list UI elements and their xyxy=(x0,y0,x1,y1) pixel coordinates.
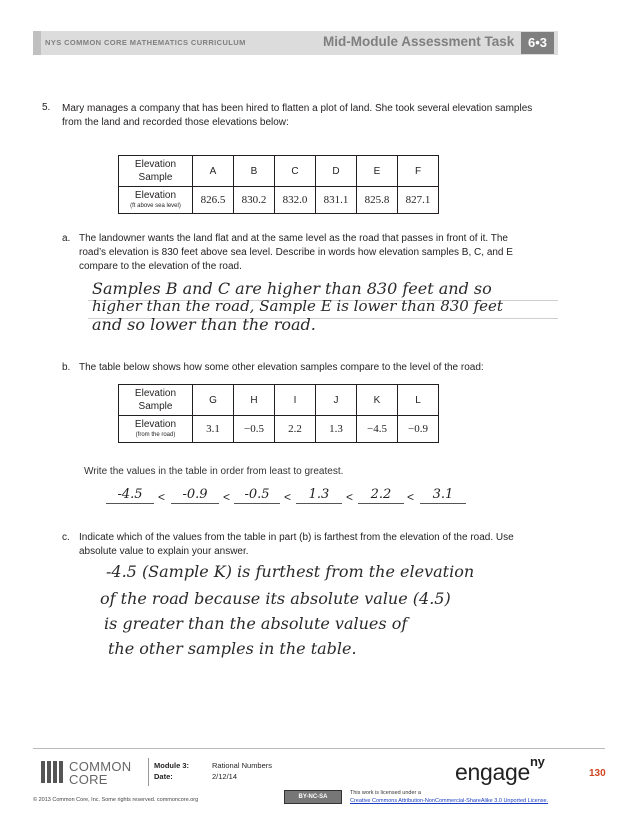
less-than-sign: < xyxy=(158,490,166,504)
page-number: 130 xyxy=(589,768,606,779)
order-slot-3: -0.5 xyxy=(234,487,280,504)
table1-col-d: D xyxy=(316,156,357,187)
date-label: Date: xyxy=(154,772,173,781)
footer-vertical-divider xyxy=(148,758,149,786)
part-c-letter: c. xyxy=(62,532,70,543)
module-value: Rational Numbers xyxy=(212,761,273,770)
part-a-prompt: a. The landowner wants the land flat and at the same level as the road that passes in front of it. The road’s elevation is 830 feet above sea level. Describe in words how elevation samples B, C, and E compare to the elevation of the road. xyxy=(62,233,513,272)
engageny-logo: engage$^{ny}$ xyxy=(455,754,545,785)
part-a-answer-line-1: Samples B and C are higher than 830 feet and so xyxy=(92,279,492,298)
less-than-sign: < xyxy=(346,490,354,504)
part-b-letter: b. xyxy=(62,362,71,373)
table1-header-label: Elevation Sample xyxy=(119,156,193,187)
table1-value-d: 831.1 xyxy=(316,187,357,214)
page-header xyxy=(33,31,558,55)
table2-value-h: −0.5 xyxy=(234,416,275,443)
part-c-answer-line-1: -4.5 (Sample K) is furthest from the elevation xyxy=(106,562,475,581)
part-b-prompt: b. The table below shows how some other elevation samples compare to the level of the road: xyxy=(62,362,484,373)
question-text: Mary manages a company that has been hired to flatten a plot of land. She took several elevation samples from the land and recorded those elevations below: xyxy=(62,103,533,128)
less-than-sign: < xyxy=(284,490,292,504)
table2-col-i: I xyxy=(275,385,316,416)
table2-value-i: 2.2 xyxy=(275,416,316,443)
part-a-answer-line-2: higher than the road, Sample E is lower than 830 feet xyxy=(92,297,503,315)
table1-value-e: 825.8 xyxy=(357,187,398,214)
license-text: This work is licensed under a xyxy=(350,790,421,796)
order-slot-1: -4.5 xyxy=(106,487,154,504)
table1-value-b: 830.2 xyxy=(234,187,275,214)
table2-row-label: Elevation (from the road) xyxy=(119,416,193,443)
grade-module-badge: 6•3 xyxy=(521,32,554,54)
question-number: 5. xyxy=(42,102,51,113)
table1-value-a: 826.5 xyxy=(193,187,234,214)
table2-header-label: Elevation Sample xyxy=(119,385,193,416)
license-link[interactable]: Creative Commons Attribution-NonCommercial-ShareAlike 3.0 Unported License. xyxy=(350,798,549,804)
copyright-notice: © 2013 Common Core, Inc. Some rights reserved. commoncore.org xyxy=(33,797,199,803)
order-slot-2: -0.9 xyxy=(171,487,219,504)
less-than-sign: < xyxy=(407,490,415,504)
order-slot-6: 3.1 xyxy=(420,487,466,504)
elevation-table-2 xyxy=(118,384,439,443)
table1-col-c: C xyxy=(275,156,316,187)
elevation-table-1 xyxy=(118,155,439,214)
part-c-answer-line-3: is greater than the absolute values of xyxy=(104,614,408,633)
order-prompt: Write the values in the table in order from least to greatest. xyxy=(84,466,344,477)
footer-divider xyxy=(33,748,605,749)
table2-value-j: 1.3 xyxy=(316,416,357,443)
less-than-sign: < xyxy=(223,490,231,504)
table1-col-f: F xyxy=(398,156,439,187)
table1-value-f: 827.1 xyxy=(398,187,439,214)
table2-value-g: 3.1 xyxy=(193,416,234,443)
table1-row-label: Elevation (ft above sea level) xyxy=(119,187,193,214)
table2-value-k: −4.5 xyxy=(357,416,398,443)
order-slot-5: 2.2 xyxy=(358,487,404,504)
part-c-answer-line-2: of the road because its absolute value (4.5) xyxy=(100,589,451,608)
table1-col-a: A xyxy=(193,156,234,187)
table2-col-g: G xyxy=(193,385,234,416)
table1-col-b: B xyxy=(234,156,275,187)
table2-value-l: −0.9 xyxy=(398,416,439,443)
date-value: 2/12/14 xyxy=(212,772,238,781)
part-c-prompt: c. Indicate which of the values from the table in part (b) is farthest from the elevation of the road. Use absolute value to explain your answer. xyxy=(62,532,514,557)
module-label: Module 3: xyxy=(154,761,189,770)
part-c-answer-line-4: the other samples in the table. xyxy=(108,639,357,658)
table1-value-c: 832.0 xyxy=(275,187,316,214)
order-slot-4: 1.3 xyxy=(296,487,342,504)
part-a-letter: a. xyxy=(62,233,71,244)
table2-col-k: K xyxy=(357,385,398,416)
table1-col-e: E xyxy=(357,156,398,187)
table2-col-l: L xyxy=(398,385,439,416)
task-title: Mid-Module Assessment Task xyxy=(323,34,515,49)
table2-col-j: J xyxy=(316,385,357,416)
part-a-answer-line-3: and so lower than the road. xyxy=(92,315,316,334)
curriculum-label: NYS COMMON CORE MATHEMATICS CURRICULUM xyxy=(45,38,246,47)
creative-commons-badge: BY-NC-SA xyxy=(284,790,342,804)
common-core-logo: COMMON CORE xyxy=(33,759,163,785)
table2-col-h: H xyxy=(234,385,275,416)
